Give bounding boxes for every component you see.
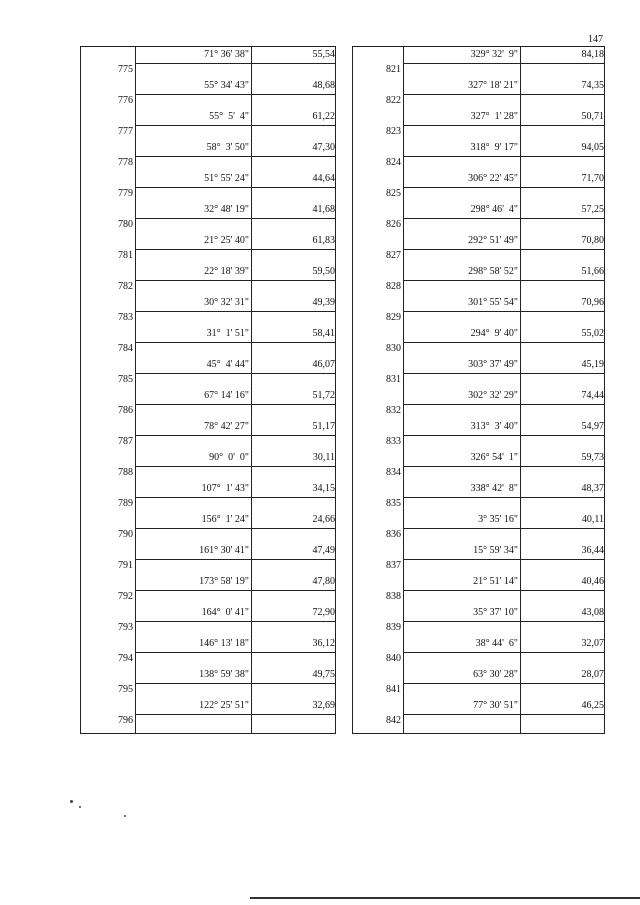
row-separator xyxy=(403,404,604,405)
distance-cell: 32,07 xyxy=(581,638,604,649)
row-separator xyxy=(135,63,335,64)
angle-cell: 173° 58' 19" xyxy=(199,576,249,587)
point-id-cell: 822 xyxy=(386,95,401,106)
table-row xyxy=(353,202,604,233)
row-separator xyxy=(403,590,604,591)
point-id-cell: 779 xyxy=(118,188,133,199)
table-row xyxy=(353,109,604,140)
point-id-cell: 788 xyxy=(118,467,133,478)
angle-cell: 161° 30' 41" xyxy=(199,545,249,556)
angle-cell: 298° 46' 4" xyxy=(470,204,518,215)
row-separator xyxy=(135,714,335,715)
table-row xyxy=(353,419,604,450)
page-number: 147 xyxy=(588,34,603,45)
table-row xyxy=(81,47,335,78)
point-id-cell: 837 xyxy=(386,560,401,571)
table-row xyxy=(353,357,604,388)
row-separator xyxy=(135,125,335,126)
point-id-cell: 795 xyxy=(118,684,133,695)
row-separator xyxy=(403,621,604,622)
table-row xyxy=(81,450,335,481)
angle-cell: 32° 48' 19" xyxy=(204,204,249,215)
point-id-cell: 796 xyxy=(118,715,133,726)
row-separator xyxy=(135,652,335,653)
angle-cell: 63° 30' 28" xyxy=(473,669,518,680)
distance-cell: 72,90 xyxy=(312,607,335,618)
angle-cell: 45° 4' 44" xyxy=(206,359,249,370)
table-row xyxy=(81,481,335,512)
angle-cell: 306° 22' 45" xyxy=(468,173,518,184)
point-id-cell: 827 xyxy=(386,250,401,261)
distance-cell: 47,30 xyxy=(312,142,335,153)
row-separator xyxy=(135,497,335,498)
row-separator xyxy=(403,714,604,715)
distance-cell: 84,18 xyxy=(581,49,604,60)
table-row xyxy=(81,202,335,233)
table-row xyxy=(353,481,604,512)
point-id-cell: 794 xyxy=(118,653,133,664)
angle-cell: 3° 35' 16" xyxy=(478,514,518,525)
row-separator xyxy=(403,218,604,219)
point-id-cell: 786 xyxy=(118,405,133,416)
point-id-cell: 784 xyxy=(118,343,133,354)
point-id-cell: 790 xyxy=(118,529,133,540)
row-separator xyxy=(403,94,604,95)
angle-cell: 138° 59' 38" xyxy=(199,669,249,680)
table-row xyxy=(353,667,604,698)
table-row xyxy=(81,512,335,543)
distance-cell: 49,75 xyxy=(312,669,335,680)
distance-cell: 46,07 xyxy=(312,359,335,370)
row-separator xyxy=(135,590,335,591)
row-separator xyxy=(403,683,604,684)
table-row xyxy=(353,171,604,202)
distance-cell: 74,35 xyxy=(581,80,604,91)
table-row xyxy=(353,698,604,729)
row-separator xyxy=(403,652,604,653)
table-row xyxy=(353,78,604,109)
scan-speck xyxy=(124,815,126,817)
angle-cell: 107° 1' 43" xyxy=(201,483,249,494)
distance-cell: 54,97 xyxy=(581,421,604,432)
table-row xyxy=(81,171,335,202)
table-row xyxy=(81,667,335,698)
point-id-cell: 787 xyxy=(118,436,133,447)
row-separator xyxy=(135,559,335,560)
row-separator xyxy=(135,311,335,312)
row-separator xyxy=(135,435,335,436)
angle-cell: 318° 9' 17" xyxy=(470,142,518,153)
row-separator xyxy=(135,156,335,157)
point-id-cell: 831 xyxy=(386,374,401,385)
angle-cell: 22° 18' 39" xyxy=(204,266,249,277)
row-separator xyxy=(135,218,335,219)
distance-cell: 61,83 xyxy=(312,235,335,246)
row-separator xyxy=(403,187,604,188)
row-separator xyxy=(403,280,604,281)
table-row xyxy=(81,698,335,729)
point-id-cell: 826 xyxy=(386,219,401,230)
angle-cell: 298° 58' 52" xyxy=(468,266,518,277)
distance-cell: 50,71 xyxy=(581,111,604,122)
row-separator xyxy=(135,373,335,374)
table-row xyxy=(81,140,335,171)
point-id-cell: 838 xyxy=(386,591,401,602)
angle-cell: 122° 25' 51" xyxy=(199,700,249,711)
distance-cell: 49,39 xyxy=(312,297,335,308)
point-id-cell: 842 xyxy=(386,715,401,726)
point-id-cell: 836 xyxy=(386,529,401,540)
row-separator xyxy=(135,404,335,405)
point-id-cell: 789 xyxy=(118,498,133,509)
angle-cell: 58° 3' 50" xyxy=(206,142,249,153)
point-id-cell: 775 xyxy=(118,64,133,75)
distance-cell: 28,07 xyxy=(581,669,604,680)
angle-cell: 55° 5' 4" xyxy=(209,111,249,122)
distance-cell: 70,96 xyxy=(581,297,604,308)
table-row xyxy=(353,47,604,78)
point-id-cell: 791 xyxy=(118,560,133,571)
row-separator xyxy=(403,249,604,250)
table-row xyxy=(353,450,604,481)
table-row xyxy=(81,78,335,109)
point-id-cell: 829 xyxy=(386,312,401,323)
row-separator xyxy=(135,249,335,250)
row-separator xyxy=(135,342,335,343)
angle-cell: 301° 55' 54" xyxy=(468,297,518,308)
coordinate-table-right xyxy=(352,46,605,734)
row-separator xyxy=(403,466,604,467)
distance-cell: 57,25 xyxy=(581,204,604,215)
point-id-cell: 780 xyxy=(118,219,133,230)
distance-cell: 36,12 xyxy=(312,638,335,649)
angle-cell: 21° 51' 14" xyxy=(473,576,518,587)
distance-cell: 58,41 xyxy=(312,328,335,339)
table-row xyxy=(353,233,604,264)
distance-cell: 70,80 xyxy=(581,235,604,246)
scan-speck xyxy=(70,800,73,803)
point-id-cell: 825 xyxy=(386,188,401,199)
point-id-cell: 823 xyxy=(386,126,401,137)
angle-cell: 303° 37' 49" xyxy=(468,359,518,370)
scan-speck xyxy=(79,806,81,808)
distance-cell: 30,11 xyxy=(312,452,335,463)
row-separator xyxy=(403,156,604,157)
table-row xyxy=(353,605,604,636)
distance-cell: 36,44 xyxy=(581,545,604,556)
angle-cell: 31° 1' 51" xyxy=(206,328,249,339)
distance-cell: 61,22 xyxy=(312,111,335,122)
point-id-cell: 824 xyxy=(386,157,401,168)
table-row xyxy=(81,109,335,140)
distance-cell: 55,54 xyxy=(312,49,335,60)
angle-cell: 78° 42' 27" xyxy=(204,421,249,432)
row-separator xyxy=(135,466,335,467)
table-row xyxy=(81,295,335,326)
coordinate-table-left xyxy=(80,46,336,734)
row-separator xyxy=(403,125,604,126)
table-row xyxy=(81,574,335,605)
point-id-cell: 782 xyxy=(118,281,133,292)
table-row xyxy=(81,605,335,636)
distance-cell: 74,44 xyxy=(581,390,604,401)
angle-cell: 21° 25' 40" xyxy=(204,235,249,246)
point-id-cell: 793 xyxy=(118,622,133,633)
distance-cell: 48,68 xyxy=(312,80,335,91)
distance-cell: 47,49 xyxy=(312,545,335,556)
row-separator xyxy=(403,311,604,312)
distance-cell: 51,66 xyxy=(581,266,604,277)
point-id-cell: 781 xyxy=(118,250,133,261)
distance-cell: 55,02 xyxy=(581,328,604,339)
point-id-cell: 792 xyxy=(118,591,133,602)
distance-cell: 51,17 xyxy=(312,421,335,432)
table-row xyxy=(353,388,604,419)
distance-cell: 34,15 xyxy=(312,483,335,494)
angle-cell: 55° 34' 43" xyxy=(204,80,249,91)
angle-cell: 38° 44' 6" xyxy=(475,638,518,649)
angle-cell: 71° 36' 38" xyxy=(204,49,249,60)
distance-cell: 24,66 xyxy=(312,514,335,525)
angle-cell: 146° 13' 18" xyxy=(199,638,249,649)
angle-cell: 77° 30' 51" xyxy=(473,700,518,711)
table-row xyxy=(353,543,604,574)
table-row xyxy=(81,326,335,357)
row-separator xyxy=(403,559,604,560)
table-row xyxy=(81,636,335,667)
angle-cell: 35° 37' 10" xyxy=(473,607,518,618)
distance-cell: 94,05 xyxy=(581,142,604,153)
row-separator xyxy=(403,497,604,498)
angle-cell: 338° 42' 8" xyxy=(470,483,518,494)
distance-cell: 46,25 xyxy=(581,700,604,711)
row-separator xyxy=(403,528,604,529)
table-row xyxy=(81,388,335,419)
angle-cell: 164° 0' 41" xyxy=(201,607,249,618)
table-row xyxy=(81,264,335,295)
point-id-cell: 828 xyxy=(386,281,401,292)
angle-cell: 313° 3' 40" xyxy=(470,421,518,432)
distance-cell: 51,72 xyxy=(312,390,335,401)
point-id-cell: 776 xyxy=(118,95,133,106)
table-row xyxy=(353,264,604,295)
distance-cell: 40,46 xyxy=(581,576,604,587)
row-separator xyxy=(135,621,335,622)
angle-cell: 90° 0' 0" xyxy=(209,452,249,463)
table-row xyxy=(353,140,604,171)
table-row xyxy=(353,326,604,357)
angle-cell: 67° 14' 16" xyxy=(204,390,249,401)
distance-cell: 40,11 xyxy=(581,514,604,525)
distance-cell: 48,37 xyxy=(581,483,604,494)
row-separator xyxy=(135,94,335,95)
point-id-cell: 830 xyxy=(386,343,401,354)
point-id-cell: 778 xyxy=(118,157,133,168)
table-row xyxy=(353,574,604,605)
angle-cell: 327° 1' 28" xyxy=(470,111,518,122)
point-id-cell: 835 xyxy=(386,498,401,509)
table-row xyxy=(81,357,335,388)
point-id-cell: 821 xyxy=(386,64,401,75)
row-separator xyxy=(403,373,604,374)
point-id-cell: 832 xyxy=(386,405,401,416)
point-id-cell: 840 xyxy=(386,653,401,664)
distance-cell: 44,64 xyxy=(312,173,335,184)
point-id-cell: 839 xyxy=(386,622,401,633)
point-id-cell: 783 xyxy=(118,312,133,323)
angle-cell: 292° 51' 49" xyxy=(468,235,518,246)
row-separator xyxy=(135,187,335,188)
point-id-cell: 833 xyxy=(386,436,401,447)
distance-cell: 45,19 xyxy=(581,359,604,370)
point-id-cell: 777 xyxy=(118,126,133,137)
footer-rule xyxy=(250,897,640,899)
row-separator xyxy=(135,280,335,281)
row-separator xyxy=(403,342,604,343)
distance-cell: 59,50 xyxy=(312,266,335,277)
point-id-cell: 785 xyxy=(118,374,133,385)
distance-cell: 47,80 xyxy=(312,576,335,587)
distance-cell: 43,08 xyxy=(581,607,604,618)
distance-cell: 71,70 xyxy=(581,173,604,184)
angle-cell: 51° 55' 24" xyxy=(204,173,249,184)
table-row xyxy=(353,636,604,667)
row-separator xyxy=(403,63,604,64)
row-separator xyxy=(403,435,604,436)
distance-cell: 32,69 xyxy=(312,700,335,711)
table-row xyxy=(81,233,335,264)
angle-cell: 327° 18' 21" xyxy=(468,80,518,91)
angle-cell: 326° 54' 1" xyxy=(470,452,518,463)
table-row xyxy=(81,419,335,450)
row-separator xyxy=(135,528,335,529)
point-id-cell: 841 xyxy=(386,684,401,695)
distance-cell: 41,68 xyxy=(312,204,335,215)
angle-cell: 294° 9' 40" xyxy=(470,328,518,339)
row-separator xyxy=(135,683,335,684)
angle-cell: 30° 32' 31" xyxy=(204,297,249,308)
table-row xyxy=(353,295,604,326)
table-row xyxy=(353,512,604,543)
angle-cell: 156° 1' 24" xyxy=(201,514,249,525)
point-id-cell: 834 xyxy=(386,467,401,478)
angle-cell: 329° 32' 9" xyxy=(470,49,518,60)
table-row xyxy=(81,543,335,574)
angle-cell: 15° 59' 34" xyxy=(473,545,518,556)
distance-cell: 59,73 xyxy=(581,452,604,463)
angle-cell: 302° 32' 29" xyxy=(468,390,518,401)
